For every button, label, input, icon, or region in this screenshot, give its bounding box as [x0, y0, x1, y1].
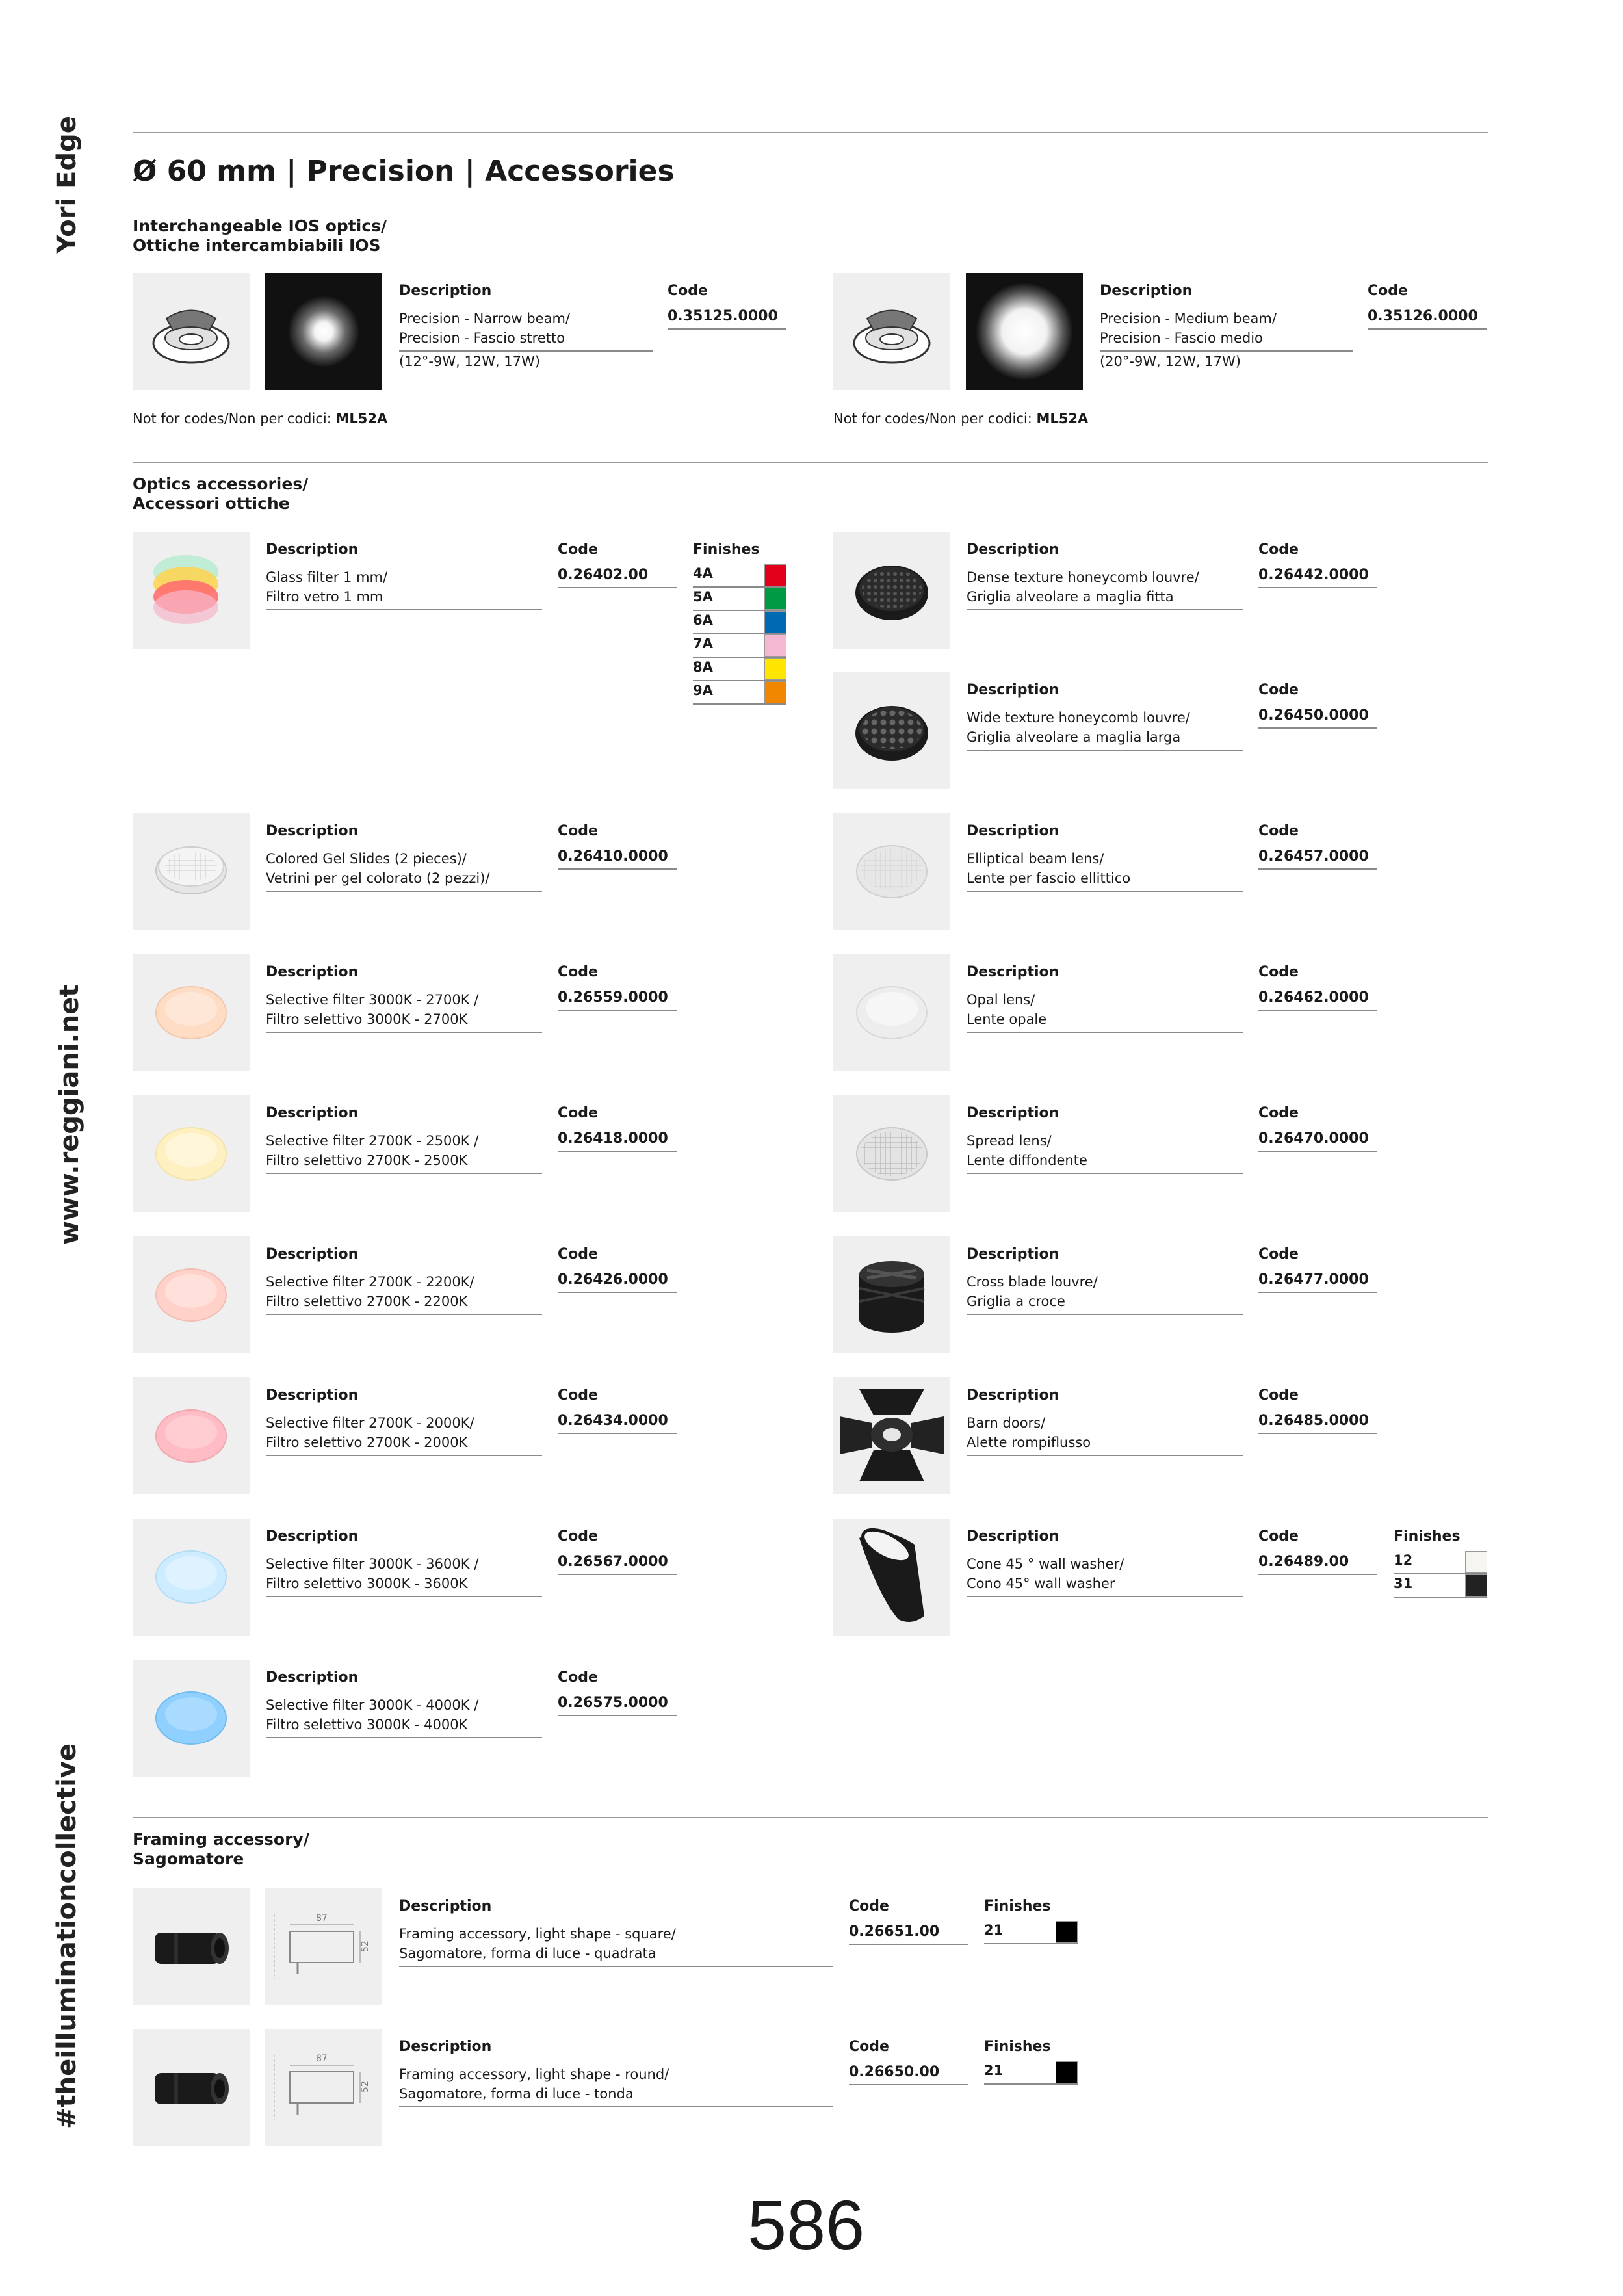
ios-1-code: 0.35125.0000 — [668, 308, 786, 330]
filter-3000-3600-description: Selective filter 3000K - 3600K / Filtro selettivo 3000K - 3600K — [266, 1554, 542, 1597]
ios-1-code-header: Code — [668, 283, 708, 299]
gel-slides-code-header: Code — [558, 823, 598, 839]
framing-2-desc-header: Description — [399, 2039, 492, 2055]
ios-heading: Interchangeable IOS optics/ Ottiche intercambiabili IOS — [133, 216, 387, 255]
framing-1-finishes-header: Finishes — [984, 1898, 1051, 1914]
finish-row: 6A — [693, 611, 786, 634]
finish-swatch — [764, 634, 786, 657]
framing-dimension-drawing — [265, 1888, 382, 2005]
filter-2700-2200-code: 0.26426.0000 — [558, 1272, 677, 1293]
elliptical-lens-code-header: Code — [1258, 823, 1299, 839]
finish-swatch — [764, 611, 786, 633]
cross-blade-description: Cross blade louvre/ Griglia a croce — [967, 1272, 1243, 1315]
wide-honeycomb-code: 0.26450.0000 — [1258, 707, 1377, 729]
ios-2-beam-spec: (20°-9W, 12W, 17W) — [1100, 354, 1241, 369]
spread-lens-desc-header: Description — [967, 1105, 1059, 1121]
finish-row: 7A — [693, 634, 786, 658]
wall-washer-code-header: Code — [1258, 1528, 1299, 1545]
wide-honeycomb-icon — [833, 672, 950, 789]
ios-1-desc-header: Description — [399, 283, 492, 299]
finish-swatch — [1056, 2061, 1078, 2083]
filter-2700-2500-desc-header: Description — [266, 1105, 359, 1121]
filter-3000-4000-icon — [133, 1660, 250, 1777]
finish-row: 8A — [693, 658, 786, 681]
opal-lens-icon — [833, 954, 950, 1071]
opal-lens-description: Opal lens/ Lente opale — [967, 990, 1243, 1033]
ios-2-description: Precision - Medium beam/ Precision - Fascio medio — [1100, 309, 1353, 352]
section-rule — [133, 1817, 1488, 1818]
spread-lens-code: 0.26470.0000 — [1258, 1130, 1377, 1152]
framing-heading: Framing accessory/ Sagomatore — [133, 1830, 309, 1868]
barn-doors-icon — [833, 1377, 950, 1494]
glass-filter-finishes-header: Finishes — [693, 541, 760, 558]
finish-row: 21 — [984, 1921, 1078, 1944]
finish-row: 9A — [693, 681, 786, 705]
framing-2-code: 0.26650.00 — [849, 2064, 968, 2085]
wall-washer-finishes-header: Finishes — [1394, 1528, 1461, 1545]
elliptical-lens-icon — [833, 813, 950, 930]
wall-washer-icon — [833, 1519, 950, 1636]
framing-1-code-header: Code — [849, 1898, 889, 1914]
filter-2700-2000-code-header: Code — [558, 1387, 598, 1403]
ios-optic-image — [833, 273, 950, 390]
gel-slides-icon — [133, 813, 250, 930]
top-rule — [133, 132, 1488, 133]
filter-2700-2500-icon — [133, 1095, 250, 1212]
ios-2-desc-header: Description — [1100, 283, 1193, 299]
dense-honeycomb-code: 0.26442.0000 — [1258, 567, 1377, 588]
optics-heading: Optics accessories/ Accessori ottiche — [133, 475, 309, 513]
filter-2700-2000-icon — [133, 1377, 250, 1494]
side-website[interactable]: www.reggiani.net — [55, 984, 84, 1245]
barn-doors-code-header: Code — [1258, 1387, 1299, 1403]
finish-swatch — [764, 658, 786, 680]
glass-filter-desc-header: Description — [266, 541, 359, 558]
wide-honeycomb-description: Wide texture honeycomb louvre/ Griglia alveolare a maglia larga — [967, 708, 1243, 751]
finish-row: 21 — [984, 2061, 1078, 2085]
filter-3000-2700-icon — [133, 954, 250, 1071]
cross-blade-code: 0.26477.0000 — [1258, 1272, 1377, 1293]
barn-doors-desc-header: Description — [967, 1387, 1059, 1403]
section-rule — [133, 462, 1488, 463]
elliptical-lens-code: 0.26457.0000 — [1258, 848, 1377, 870]
dim-width: 87 — [316, 2054, 328, 2064]
wall-washer-desc-header: Description — [967, 1528, 1059, 1545]
filter-2700-2000-code: 0.26434.0000 — [558, 1413, 677, 1434]
filter-2700-2200-icon — [133, 1236, 250, 1353]
filter-2700-2500-code: 0.26418.0000 — [558, 1130, 677, 1152]
barn-doors-description: Barn doors/ Alette rompiflusso — [967, 1413, 1243, 1456]
cross-blade-desc-header: Description — [967, 1246, 1059, 1262]
finish-row: 5A — [693, 588, 786, 611]
filter-2700-2000-description: Selective filter 2700K - 2000K/ Filtro selettivo 2700K - 2000K — [266, 1413, 542, 1456]
dense-honeycomb-code-header: Code — [1258, 541, 1299, 558]
wide-honeycomb-desc-header: Description — [967, 682, 1059, 698]
medium-beam-image — [966, 273, 1083, 390]
finish-row: 12 — [1394, 1551, 1487, 1574]
filter-3000-2700-code: 0.26559.0000 — [558, 989, 677, 1011]
ios-1-beam-spec: (12°-9W, 12W, 17W) — [399, 354, 540, 369]
barn-doors-code: 0.26485.0000 — [1258, 1413, 1377, 1434]
finish-row: 31 — [1394, 1574, 1487, 1598]
framing-2-code-header: Code — [849, 2039, 889, 2055]
ios-2-code: 0.35126.0000 — [1368, 308, 1487, 330]
ios-optic-image — [133, 273, 250, 390]
filter-3000-4000-code-header: Code — [558, 1669, 598, 1686]
side-product-name: Yori Edge — [52, 116, 82, 254]
gel-slides-desc-header: Description — [266, 823, 359, 839]
filter-3000-4000-code: 0.26575.0000 — [558, 1695, 677, 1716]
filter-2700-2500-code-header: Code — [558, 1105, 598, 1121]
glass-filter-icon — [133, 532, 250, 649]
wide-honeycomb-code-header: Code — [1258, 682, 1299, 698]
gel-slides-description: Colored Gel Slides (2 pieces)/ Vetrini per gel colorato (2 pezzi)/ — [266, 849, 542, 892]
framing-1-code: 0.26651.00 — [849, 1924, 968, 1945]
finish-row: 4A — [693, 564, 786, 588]
framing-dimension-drawing — [265, 2029, 382, 2146]
framing-2-finishes-header: Finishes — [984, 2039, 1051, 2055]
glass-filter-description: Glass filter 1 mm/ Filtro vetro 1 mm — [266, 567, 542, 610]
page-title: Ø 60 mm | Precision | Accessories — [133, 155, 675, 188]
spread-lens-icon — [833, 1095, 950, 1212]
filter-3000-4000-desc-header: Description — [266, 1669, 359, 1686]
dense-honeycomb-icon — [833, 532, 950, 649]
framing-1-description: Framing accessory, light shape - square/ Sagomatore, forma di luce - quadrata — [399, 1924, 833, 1967]
filter-3000-3600-code-header: Code — [558, 1528, 598, 1545]
cross-blade-louvre-icon — [833, 1236, 950, 1353]
filter-2700-2500-description: Selective filter 2700K - 2500K / Filtro selettivo 2700K - 2500K — [266, 1131, 542, 1174]
finish-swatch — [764, 564, 786, 586]
ios-2-note: Not for codes/Non per codici: ML52A — [833, 411, 1089, 426]
filter-3000-4000-description: Selective filter 3000K - 4000K / Filtro selettivo 3000K - 4000K — [266, 1695, 542, 1738]
elliptical-lens-desc-header: Description — [967, 823, 1059, 839]
filter-2700-2200-code-header: Code — [558, 1246, 598, 1262]
filter-2700-2000-desc-header: Description — [266, 1387, 359, 1403]
finish-swatch — [1056, 1921, 1078, 1943]
filter-3000-3600-icon — [133, 1519, 250, 1636]
gel-slides-code: 0.26410.0000 — [558, 848, 677, 870]
filter-3000-2700-code-header: Code — [558, 964, 598, 980]
cross-blade-code-header: Code — [1258, 1246, 1299, 1262]
finish-swatch — [764, 588, 786, 610]
ios-1-description: Precision - Narrow beam/ Precision - Fascio stretto — [399, 309, 653, 352]
dim-width: 87 — [316, 1913, 328, 1924]
dim-height: 52 — [360, 2081, 370, 2093]
filter-3000-2700-description: Selective filter 3000K - 2700K / Filtro selettivo 3000K - 2700K — [266, 990, 542, 1033]
finish-swatch — [1465, 1574, 1487, 1597]
filter-3000-3600-desc-header: Description — [266, 1528, 359, 1545]
dense-honeycomb-desc-header: Description — [967, 541, 1059, 558]
framing-accessory-image — [133, 2029, 250, 2146]
dense-honeycomb-description: Dense texture honeycomb louvre/ Griglia alveolare a maglia fitta — [967, 567, 1243, 610]
wall-washer-description: Cone 45 ° wall washer/ Cono 45° wall washer — [967, 1554, 1243, 1597]
page-number: 586 — [747, 2185, 865, 2264]
opal-lens-code: 0.26462.0000 — [1258, 989, 1377, 1011]
filter-3000-3600-code: 0.26567.0000 — [558, 1554, 677, 1575]
filter-2700-2200-desc-header: Description — [266, 1246, 359, 1262]
narrow-beam-image — [265, 273, 382, 390]
wall-washer-code: 0.26489.00 — [1258, 1554, 1377, 1575]
finish-swatch — [1465, 1551, 1487, 1573]
filter-3000-2700-desc-header: Description — [266, 964, 359, 980]
spread-lens-description: Spread lens/ Lente diffondente — [967, 1131, 1243, 1174]
framing-2-description: Framing accessory, light shape - round/ Sagomatore, forma di luce - tonda — [399, 2065, 833, 2107]
glass-filter-code-header: Code — [558, 541, 598, 558]
filter-2700-2200-description: Selective filter 2700K - 2200K/ Filtro selettivo 2700K - 2200K — [266, 1272, 542, 1315]
side-hashtag: #theilluminationcollective — [52, 1743, 82, 2129]
finish-swatch — [764, 681, 786, 703]
ios-1-note: Not for codes/Non per codici: ML52A — [133, 411, 388, 426]
spread-lens-code-header: Code — [1258, 1105, 1299, 1121]
framing-1-desc-header: Description — [399, 1898, 492, 1914]
elliptical-lens-description: Elliptical beam lens/ Lente per fascio ellittico — [967, 849, 1243, 892]
glass-filter-code: 0.26402.00 — [558, 567, 677, 588]
dim-height: 52 — [360, 1940, 370, 1952]
ios-2-code-header: Code — [1368, 283, 1408, 299]
framing-accessory-image — [133, 1888, 250, 2005]
opal-lens-desc-header: Description — [967, 964, 1059, 980]
opal-lens-code-header: Code — [1258, 964, 1299, 980]
